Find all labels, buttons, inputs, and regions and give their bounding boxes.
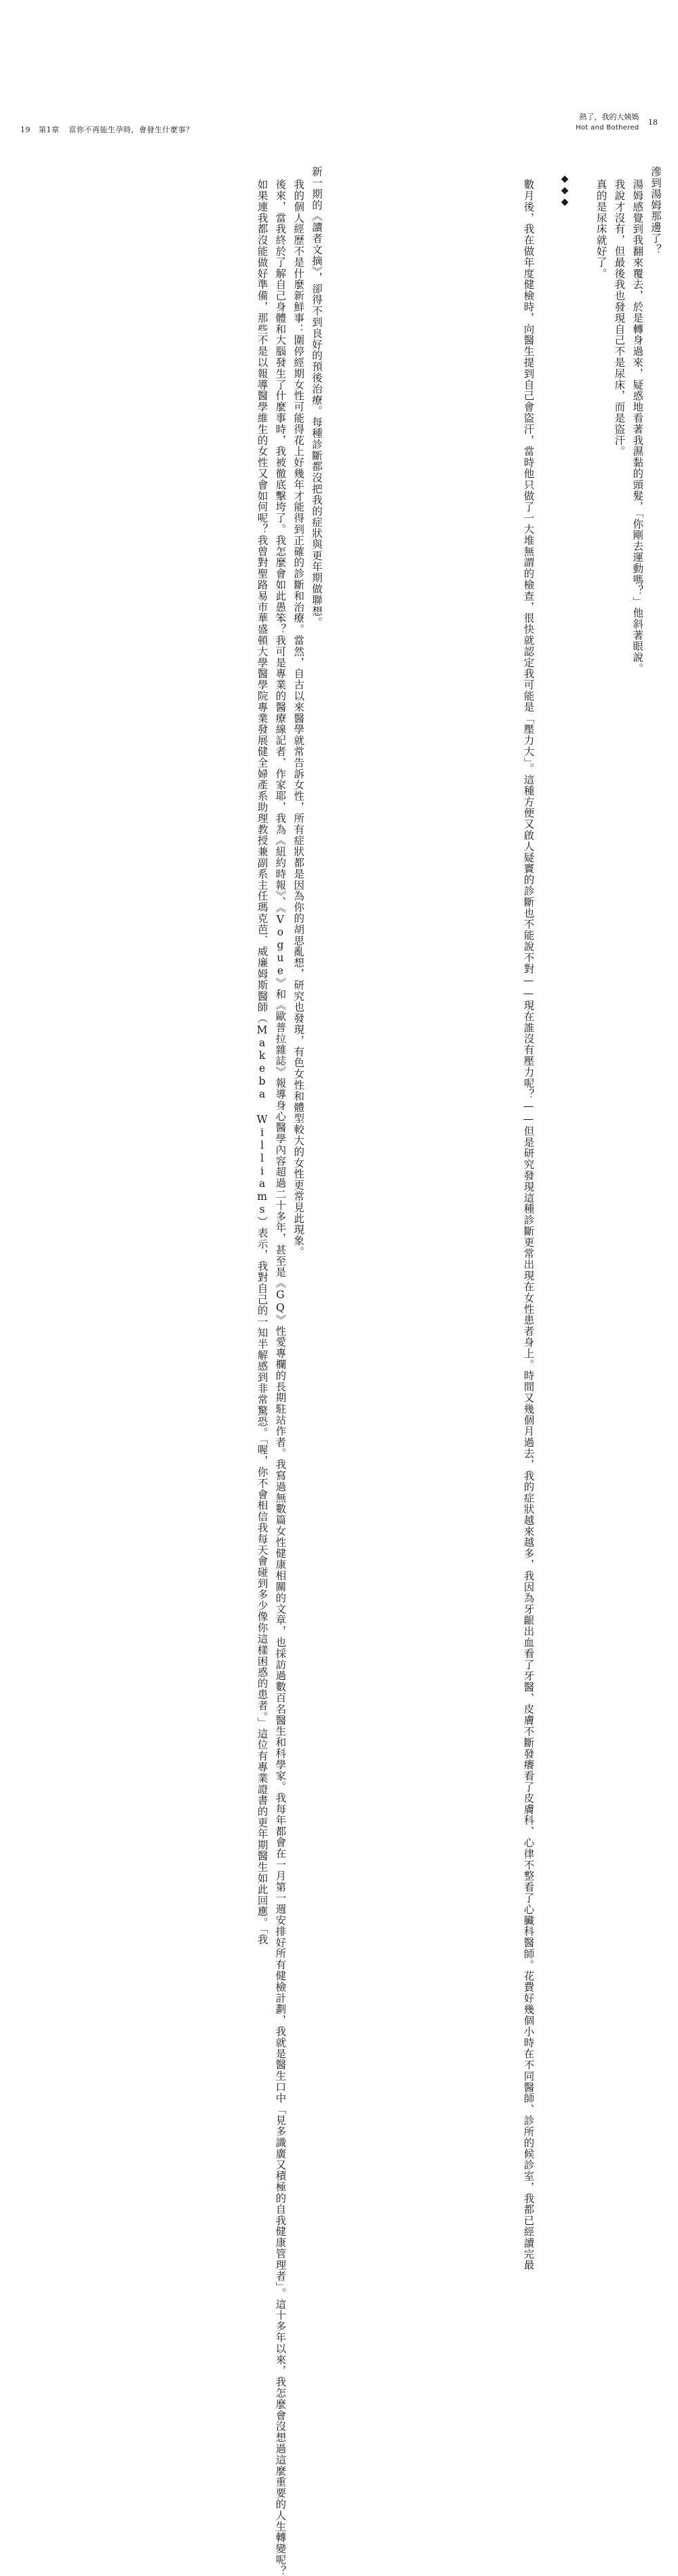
paragraph: 滲到湯姆那邊了？: [650, 166, 662, 256]
blank-line: [574, 166, 592, 552]
body-text-left: [253, 166, 325, 2576]
page-number: 19: [20, 125, 31, 134]
paragraph: 如果連我都沒能做好準備，那些不是以報導醫學維生的女性又會如何呢？我曾對聖路易市華盛頓大學醫學院專業發展健全婦產系助理教授兼副系主任瑪克芭．威廉姆斯醫師（Makeba Williams）表示，我對自己的一知半解感到非常驚恐。「喔，你不會相信我每天會碰到多少像你這樣困惑的患者。」這位有專業證書的更年期醫生如此回應。「我: [256, 178, 268, 1946]
paragraph: 數月後，我在做年度健檢時，向醫生提到自己會盜汗，當時他只做了一大堆無謂的檢查，很快就認定我可能是「壓力大」。這種方便又啟人疑竇的診斷也不能說不對——現在誰沒有壓力呢？——但是研究發現這種診斷更常出現在女性患者身上。時間又幾個月過去，我的症狀越來越多，我因為牙齦出血看了牙醫、皮膚不斷發癢看了皮膚科、心律不整看了心臟科醫師。花費好幾個小時在不同醫師、診所的候診室，我都已經讀完最: [522, 178, 535, 2271]
book-title-english: Hot and Bothered: [576, 124, 639, 132]
paragraph: 新一期的《讀者文摘》，卻得不到良好的預後治療。每種診斷都沒把我的症狀與更年期做聯想。: [311, 166, 323, 628]
section-break-ornament: ◆◆◆: [559, 174, 571, 209]
right-page: [339, 0, 678, 2271]
paragraph: 湯姆感覺到我翻來覆去，於是轉身過來，疑惑地看著我濕黏的頭髮，「你剛去運動嗎？」他斜著眼說。: [631, 178, 644, 674]
running-header-right: [576, 112, 658, 134]
chapter-title: 當你不再能生孕時，會發生什麼事？: [68, 125, 194, 134]
paragraph: 我的個人經歷不是什麼新鮮事：圍停經期女性可能得花上好幾年才能得到正確的診斷和治療。當然，自古以來醫學就常告訴女性，所有症狀都是因為你的胡思亂想，研究也發現，有色女性和體型較大的女性更常見此現象。: [292, 178, 305, 1257]
running-header-left: [20, 124, 194, 135]
paragraph: 真的是尿床就好了。: [595, 178, 607, 279]
page-number: 18: [648, 118, 658, 127]
paragraph: 我說才沒有，但最後我也發現自己不是尿床，而是盜汗。: [613, 178, 626, 457]
body-text-right: [519, 166, 664, 2271]
book-title: 熱了，我的大姨媽: [579, 113, 639, 121]
paragraph: 後來，當我終於了解自己身體和大腦發生了什麼事時，我被徹底擊垮了。我怎麼會如此愚笨？我可是專業的醫療線記者、作家耶，我為《紐約時報》、《Vogue》和《歐普拉雜誌》報導身心醫學內容超過二十多年，甚至是《GQ》性愛專欄的長期駐站作者。我寫過無數篇女性健康相關的文章，也採訪過數百名醫生和科學家。我每年都會在一月第一週安排好所有健檢計劃，我就是醫生口中「見多識廣又積極的自我健康管理者」。這十多年以來，我怎麼會沒想過這麼重要的人生轉變呢？: [274, 178, 287, 2576]
blank-line: [537, 166, 555, 552]
chapter-label: 第1章: [39, 125, 60, 134]
